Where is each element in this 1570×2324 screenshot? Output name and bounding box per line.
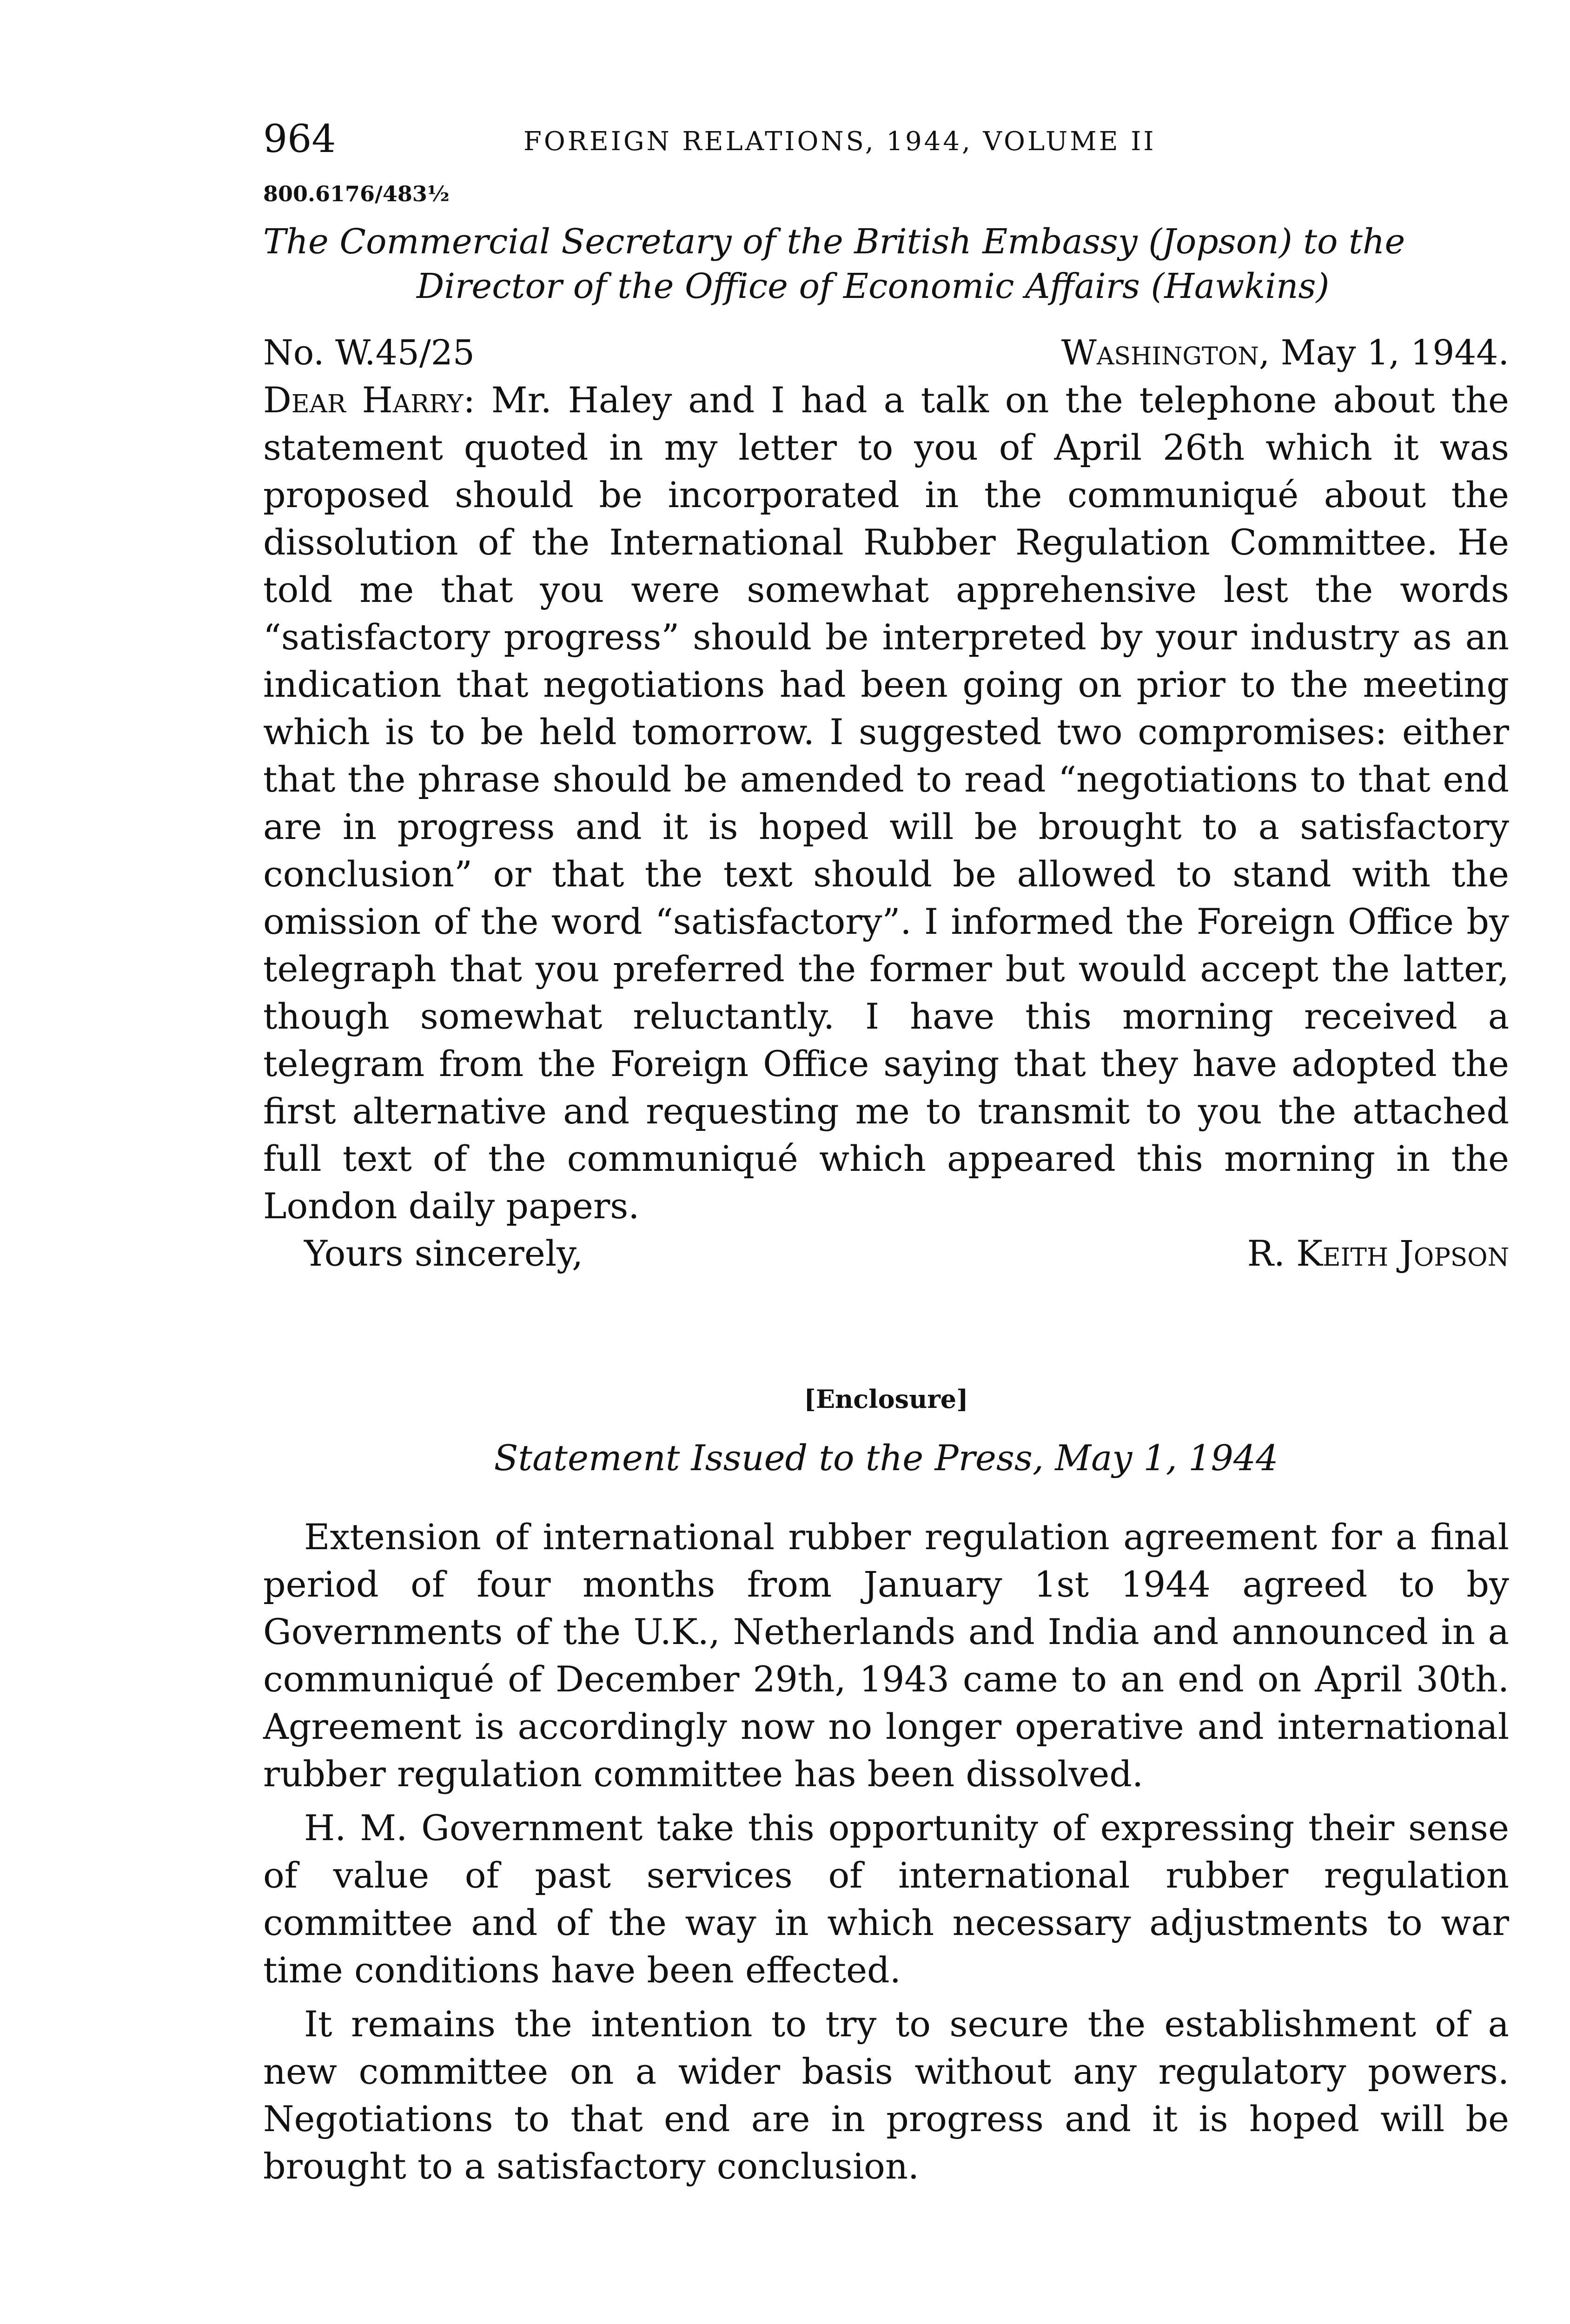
complimentary-close: Yours sincerely, (304, 1233, 583, 1274)
running-header (263, 116, 1509, 163)
letter-body (263, 376, 1509, 1230)
date: , May 1, 1944. (1259, 333, 1509, 373)
statement-paragraph: Extension of international rubber regulation agreement for a final period of four months from January 1st 1944 agreed to by Governments of the U.K., Netherlands and India and announced in a communiqué of December 29th, 1943 came to an end on April 30th. Agreement is accordingly now no longer operative and international rubber regulation committee has been dissolved. (263, 1516, 1509, 1795)
statement-paragraph: H. M. Government take this opportunity of expressing their sense of value of past services of international rubber regulation committee and of the way in which necessary adjustments to war time conditions have been effected. (263, 1807, 1509, 1991)
statement-paragraph: It remains the intention to try to secure the establishment of a new committee on a wider basis without any regulatory powers. Negotiations to that end are in progress and it is hoped will be brought to a satisfactory conclusion. (263, 2003, 1509, 2187)
letter-closing (263, 1230, 1509, 1277)
running-title: FOREIGN RELATIONS, 1944, VOLUME II (523, 126, 1156, 157)
document-page (263, 116, 1509, 2190)
place-and-date (1061, 329, 1509, 376)
document-title: The Commercial Secretary of the British Embassy (Jopson) to the Director of the Office of Economic Affairs (Hawkins) (263, 222, 1405, 306)
reference-number: No. W.45/25 (263, 333, 475, 373)
signature: R. Keith Jopson (1247, 1233, 1509, 1274)
letter-text: Mr. Haley and I had a talk on the telephone about the statement quoted in my letter to you of April 26th which it was proposed should be incorporated in the communiqué about the dissolution of the International Rubber Regulation Committee. He told me that you were somewhat apprehensive lest the words “satisfactory progress” should be interpreted by your industry as an indication that negotiations had been going on prior to the meeting which is to be held tomorrow. I suggested two compromises: either that the phrase should be amended to read “negotiations to that end are in progress and it is hoped will be brought to a satisfactory conclusion” or that the text should be allowed to stand with the omission of the word “satisfactory”. I informed the Foreign Office by telegraph that you preferred the former but would accept the latter, though somewhat reluctantly. I have this morning received a telegram from the Foreign Office saying that they have adopted the first alternative and requesting me to transmit to you the attached full text of the communiqué which appeared this morning in the London daily papers. (263, 379, 1509, 1227)
page-number: 964 (263, 117, 336, 161)
file-number: 800.6176/483½ (263, 181, 450, 206)
reference-line (263, 329, 1509, 376)
place: Washington (1061, 333, 1259, 373)
enclosure-label: [Enclosure] (804, 1384, 968, 1414)
statement-title: Statement Issued to the Press, May 1, 1944 (494, 1437, 1279, 1479)
salutation: Dear Harry: (263, 379, 475, 421)
